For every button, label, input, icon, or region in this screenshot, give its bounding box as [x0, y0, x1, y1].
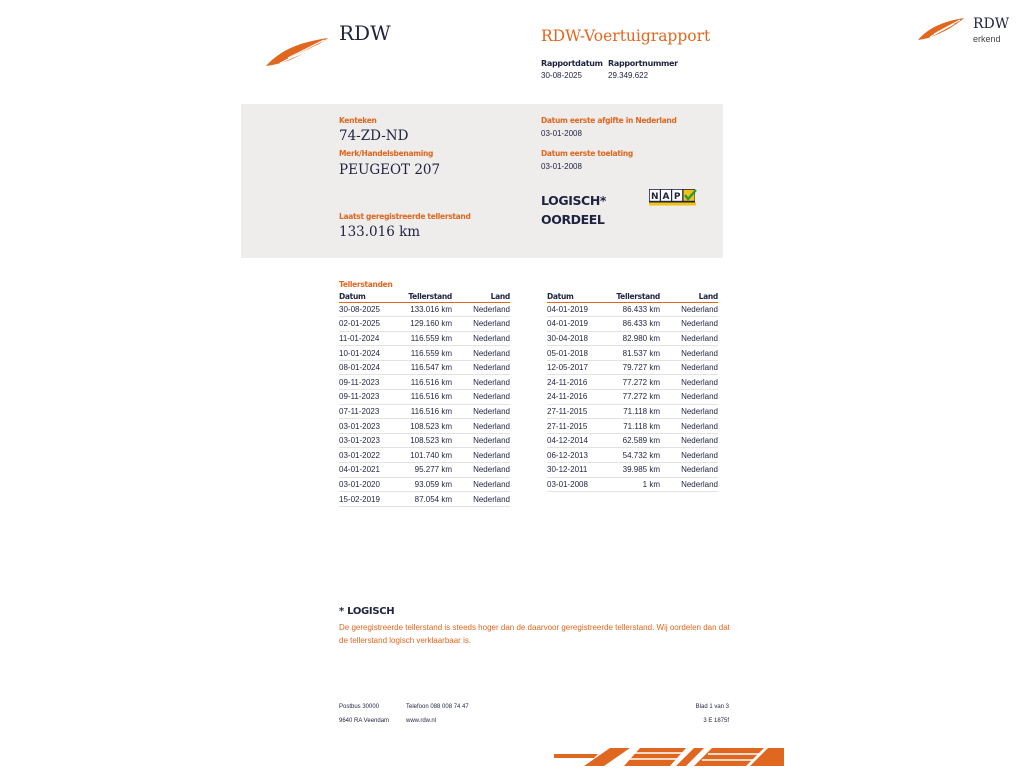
row-date: 03-01-2023	[339, 419, 403, 434]
erkend-brand-name: RDW	[973, 16, 1010, 32]
row-reading: 62.589 km	[611, 433, 660, 448]
col-header-country: Land	[452, 291, 510, 302]
row-country: Nederland	[452, 360, 510, 375]
odometer-section-title: Tellerstanden	[339, 280, 393, 289]
report-date-label: Rapportdatum	[541, 59, 603, 68]
col-header-country: Land	[660, 291, 718, 302]
row-date: 30-12-2011	[547, 463, 611, 478]
row-date: 02-01-2025	[339, 317, 403, 332]
table-row	[547, 375, 718, 390]
table-row	[547, 448, 718, 463]
last-km-value: 133.016 km	[339, 224, 421, 240]
row-country: Nederland	[660, 331, 718, 346]
table-row	[547, 302, 718, 317]
table-row	[339, 448, 510, 463]
make-label: Merk/Handelsbenaming	[339, 149, 434, 158]
row-reading: 116.559 km	[403, 331, 452, 346]
table-header-row	[547, 291, 718, 302]
row-country: Nederland	[452, 331, 510, 346]
row-country: Nederland	[660, 360, 718, 375]
row-reading: 79.727 km	[611, 360, 660, 375]
row-date: 24-11-2016	[547, 375, 611, 390]
row-country: Nederland	[660, 448, 718, 463]
table-row	[339, 477, 510, 492]
col-header-reading: Tellerstand	[403, 291, 452, 302]
row-reading: 108.523 km	[403, 433, 452, 448]
vehicle-info-panel	[241, 104, 723, 258]
row-date: 04-12-2014	[547, 433, 611, 448]
row-reading: 71.118 km	[611, 404, 660, 419]
row-date: 03-01-2023	[339, 433, 403, 448]
row-country: Nederland	[660, 317, 718, 332]
row-date: 03-01-2022	[339, 448, 403, 463]
row-reading: 129.160 km	[403, 317, 452, 332]
col-header-reading: Tellerstand	[611, 291, 660, 302]
table-row	[339, 375, 510, 390]
first-nl-label: Datum eerste afgifte in Nederland	[541, 116, 677, 125]
rdw-stripes-decoration	[554, 744, 784, 768]
row-date: 06-12-2013	[547, 448, 611, 463]
row-reading: 77.272 km	[611, 390, 660, 405]
row-reading: 77.272 km	[611, 375, 660, 390]
table-row	[339, 419, 510, 434]
table-header-row	[339, 291, 510, 302]
footer-document-code: 3 E 1875f	[703, 718, 729, 724]
row-country: Nederland	[452, 477, 510, 492]
footnote-text: De geregistreerde tellerstand is steeds hoger dan de daarvoor geregistreerde tellerstand. Wij oordelen dan dat de tellerstand logisch verklaarbaar is.	[339, 623, 730, 645]
row-date: 15-02-2019	[339, 492, 403, 507]
report-title: RDW-Voertuigrapport	[541, 27, 711, 45]
first-admission-value: 03-01-2008	[541, 162, 582, 171]
table-row	[547, 390, 718, 405]
row-reading: 95.277 km	[403, 463, 452, 478]
row-country: Nederland	[452, 317, 510, 332]
row-country: Nederland	[452, 448, 510, 463]
table-row	[547, 346, 718, 361]
table-row	[339, 360, 510, 375]
row-country: Nederland	[660, 419, 718, 434]
col-header-date: Datum	[339, 291, 403, 302]
row-reading: 86.433 km	[611, 317, 660, 332]
row-date: 10-01-2024	[339, 346, 403, 361]
row-reading: 133.016 km	[403, 302, 452, 317]
row-country: Nederland	[660, 390, 718, 405]
row-country: Nederland	[452, 433, 510, 448]
row-date: 09-11-2023	[339, 390, 403, 405]
table-row	[339, 302, 510, 317]
first-nl-value: 03-01-2008	[541, 129, 582, 138]
row-country: Nederland	[452, 302, 510, 317]
nap-letter-a: A	[662, 192, 670, 202]
rdw-erkend-wing-logo	[918, 16, 966, 42]
table-row	[339, 463, 510, 478]
footer-postcode: 9640 RA Veendam	[339, 718, 390, 724]
row-date: 24-11-2016	[547, 390, 611, 405]
table-row	[547, 433, 718, 448]
rdw-wing-logo	[266, 36, 330, 68]
table-row	[339, 433, 510, 448]
row-reading: 54.732 km	[611, 448, 660, 463]
row-country: Nederland	[660, 433, 718, 448]
table-row	[339, 390, 510, 405]
row-reading: 116.516 km	[403, 390, 452, 405]
report-number-value: 29.349.622	[608, 71, 649, 80]
report-date-value: 30-08-2025	[541, 71, 582, 80]
row-date: 27-11-2015	[547, 419, 611, 434]
table-row	[547, 331, 718, 346]
verdict-line-1: LOGISCH*	[541, 193, 607, 208]
row-date: 04-01-2021	[339, 463, 403, 478]
table-row	[339, 317, 510, 332]
row-country: Nederland	[452, 375, 510, 390]
table-row	[547, 317, 718, 332]
footer-page-indicator: Blad 1 van 3	[695, 704, 729, 710]
erkend-subtitle: erkend	[973, 34, 1001, 44]
odometer-table-left	[339, 291, 510, 507]
row-reading: 116.516 km	[403, 404, 452, 419]
table-row	[339, 492, 510, 507]
table-row	[547, 463, 718, 478]
first-admission-label: Datum eerste toelating	[541, 149, 633, 158]
row-date: 12-05-2017	[547, 360, 611, 375]
row-date: 11-01-2024	[339, 331, 403, 346]
table-row	[547, 419, 718, 434]
col-header-date: Datum	[547, 291, 611, 302]
verdict	[541, 191, 606, 229]
row-country: Nederland	[452, 346, 510, 361]
row-date: 30-04-2018	[547, 331, 611, 346]
row-country: Nederland	[452, 390, 510, 405]
row-date: 03-01-2020	[339, 477, 403, 492]
row-reading: 116.559 km	[403, 346, 452, 361]
row-reading: 108.523 km	[403, 419, 452, 434]
last-km-label: Laatst geregistreerde tellerstand	[339, 212, 471, 221]
report-number-label: Rapportnummer	[608, 59, 678, 68]
footer-website: www.rdw.nl	[406, 718, 437, 724]
row-country: Nederland	[660, 477, 718, 492]
row-reading: 82.980 km	[611, 331, 660, 346]
row-reading: 93.059 km	[403, 477, 452, 492]
row-date: 03-01-2008	[547, 477, 611, 492]
table-row	[339, 404, 510, 419]
row-country: Nederland	[660, 375, 718, 390]
row-date: 04-01-2019	[547, 317, 611, 332]
row-reading: 101.740 km	[403, 448, 452, 463]
row-country: Nederland	[660, 302, 718, 317]
row-reading: 71.118 km	[611, 419, 660, 434]
row-date: 07-11-2023	[339, 404, 403, 419]
row-date: 27-11-2015	[547, 404, 611, 419]
row-country: Nederland	[452, 419, 510, 434]
table-row	[339, 331, 510, 346]
row-date: 05-01-2018	[547, 346, 611, 361]
table-row	[339, 346, 510, 361]
row-date: 09-11-2023	[339, 375, 403, 390]
plate-label: Kenteken	[339, 116, 377, 125]
footer-phone: Telefoon 088 008 74 47	[406, 704, 469, 710]
row-country: Nederland	[660, 346, 718, 361]
table-row	[547, 477, 718, 492]
row-reading: 81.537 km	[611, 346, 660, 361]
row-country: Nederland	[660, 404, 718, 419]
row-country: Nederland	[452, 404, 510, 419]
verdict-line-2: OORDEEL	[541, 212, 605, 227]
nap-letter-n: N	[651, 192, 659, 202]
make-value: PEUGEOT 207	[339, 162, 441, 178]
row-date: 08-01-2024	[339, 360, 403, 375]
row-country: Nederland	[452, 463, 510, 478]
row-country: Nederland	[660, 463, 718, 478]
table-row	[547, 404, 718, 419]
row-date: 04-01-2019	[547, 302, 611, 317]
brand-name: RDW	[339, 21, 391, 45]
row-reading: 1 km	[611, 477, 660, 492]
row-reading: 87.054 km	[403, 492, 452, 507]
row-reading: 39.985 km	[611, 463, 660, 478]
row-country: Nederland	[452, 492, 510, 507]
nap-letter-p: P	[673, 192, 681, 202]
plate-value: 74-ZD-ND	[339, 128, 409, 144]
row-reading: 116.547 km	[403, 360, 452, 375]
nap-badge-icon	[649, 189, 697, 207]
row-date: 30-08-2025	[339, 302, 403, 317]
panel-notch	[241, 248, 301, 260]
footer-postbus: Postbus 30000	[339, 704, 380, 710]
row-reading: 86.433 km	[611, 302, 660, 317]
table-row	[547, 360, 718, 375]
footnote-title: * LOGISCH	[339, 606, 395, 617]
row-reading: 116.516 km	[403, 375, 452, 390]
odometer-table-right	[547, 291, 718, 492]
